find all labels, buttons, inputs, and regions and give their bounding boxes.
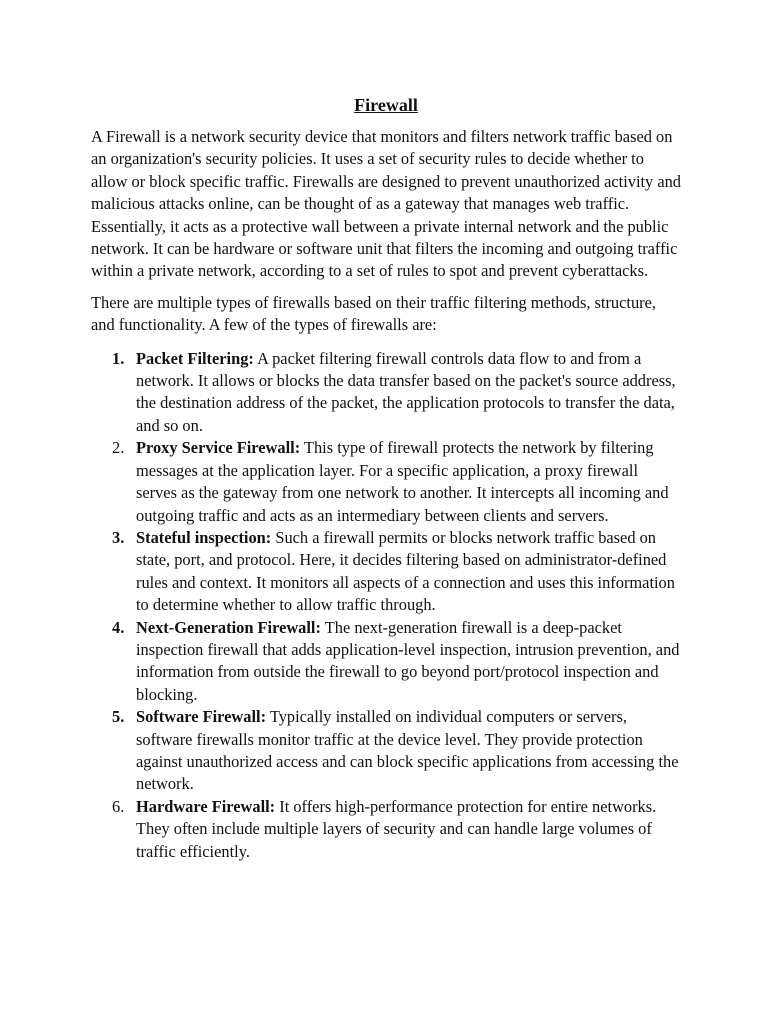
intro-paragraph: A Firewall is a network security device that monitors and filters network traffic based on an organization's security policies. It uses a set of security rules to decide whether to allow or block specific traffic. Firewalls are designed to prevent unauthorized activity and malicious attacks online, can be thought of as a gateway that manages web traffic. Essentially, it acts as a protective wall between a private internal network and the public network. It can be hardware or software unit that filters the incoming and outgoing traffic within a private network, according to a set of rules to spot and prevent cyberattacks. bbox=[91, 127, 682, 281]
list-number: 2. bbox=[112, 438, 125, 458]
list-item-packet-filtering bbox=[91, 348, 681, 438]
list-item-term: Software Firewall: bbox=[136, 707, 267, 727]
list-number: 5. bbox=[112, 707, 125, 727]
list-item-text: Such a firewall permits or blocks network traffic based on state, port, and protocol. Here, it decides filtering based on administrator-defined rules and context. It monitors all aspects of a connection and uses this information to determine whether to allow traffic through. bbox=[136, 527, 675, 615]
list-item-term: Hardware Firewall: bbox=[136, 796, 276, 816]
list-item-text: This type of firewall protects the network by filtering messages at the application layer. For a specific application, a proxy firewall serves as the gateway from one network to another. It intercepts all incoming and outgoing traffic and acts as an intermediary between clients and servers. bbox=[136, 438, 669, 525]
list-number: 4. bbox=[112, 617, 125, 637]
list-item-term: Proxy Service Firewall: bbox=[136, 438, 301, 458]
firewall-types-list bbox=[91, 348, 681, 863]
document-body bbox=[91, 93, 681, 863]
list-item-proxy-service-firewall bbox=[91, 437, 681, 527]
list-item-text: A packet filtering firewall controls data flow to and from a network. It allows or blocks the data transfer based on the packet's source address, the destination address of the packet, the application protocols to transfer the data, and so on. bbox=[136, 348, 676, 435]
list-item-stateful-inspection bbox=[91, 527, 681, 617]
list-item-term: Stateful inspection: bbox=[136, 527, 272, 547]
list-number: 3. bbox=[112, 527, 125, 547]
list-item-text: The next-generation firewall is a deep-packet inspection firewall that adds application-level inspection, intrusion prevention, and information from outside the firewall to go beyond port/protocol inspection and blocking. bbox=[136, 617, 680, 704]
list-item-term: Packet Filtering: bbox=[136, 348, 254, 368]
list-item-next-generation-firewall bbox=[91, 617, 681, 707]
types-lead-paragraph: There are multiple types of firewalls based on their traffic filtering methods, structure, and functionality. A few of the types of firewalls are: bbox=[91, 292, 656, 335]
list-number: 1. bbox=[112, 348, 125, 368]
document-title: Firewall bbox=[354, 95, 418, 115]
list-number: 6. bbox=[112, 796, 125, 816]
list-item-text: It offers high-performance protection for entire networks. They often include multiple layers of security and can handle large volumes of traffic efficiently. bbox=[136, 796, 657, 861]
list-item-text: Typically installed on individual computers or servers, software firewalls monitor traffic at the device level. They provide protection against unauthorized access and can block specific applications from accessing the network. bbox=[136, 707, 679, 794]
list-item-hardware-firewall bbox=[91, 796, 681, 863]
list-item-term: Next-Generation Firewall: bbox=[136, 617, 321, 637]
list-item-software-firewall bbox=[91, 706, 681, 796]
